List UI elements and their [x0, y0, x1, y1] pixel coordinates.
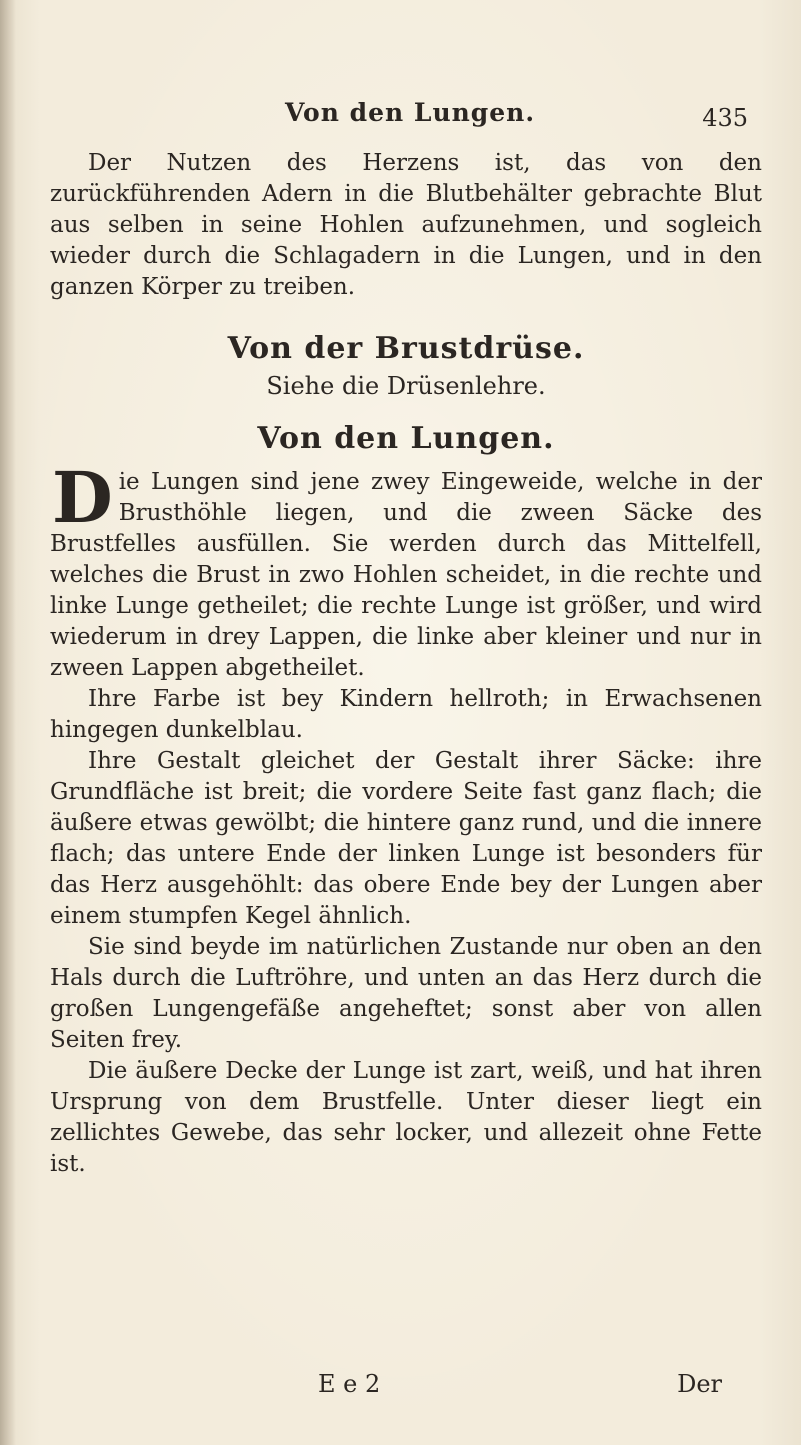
- page-gutter: [0, 0, 16, 1445]
- page-body: [50, 148, 762, 1180]
- lungs-first-paragraph: [50, 456, 762, 684]
- catchword: Der: [677, 1370, 722, 1398]
- lungs-attachment-paragraph: Sie sind beyde im natürlichen Zustande nur oben an den Hals durch die Luftröhre, und unten an das Herz durch die großen Lungengefäße angeheftet; sonst aber von allen Seiten frey.: [50, 934, 762, 1053]
- page-number: 435: [702, 104, 748, 132]
- cross-reference: Siehe die Drüsenlehre.: [266, 372, 546, 400]
- lungs-covering-paragraph: Die äußere Decke der Lunge ist zart, weiß, und hat ihren Ursprung von dem Brustfelle. Unter dieser liegt ein zellichtes Gewebe, das sehr locker, und allezeit ohne Fette ist.: [50, 1058, 762, 1177]
- lungs-shape-paragraph: Ihre Gestalt gleichet der Gestalt ihrer Säcke: ihre Grundfläche ist breit; die vordere Seite fast ganz flach; die äußere etwas gewölbt; die hintere ganz rund, und die innere flach; das untere Ende der linken Lunge ist besonders für das Herz ausgehöhlt: das obere Ende bey der Lungen aber einem stumpfen Kegel ähnlich.: [50, 748, 762, 929]
- page-header: [60, 98, 760, 138]
- drop-cap: D: [52, 456, 113, 539]
- page-footer: [50, 1370, 762, 1410]
- running-head: Von den Lungen.: [284, 98, 536, 127]
- lungs-color-paragraph: Ihre Farbe ist bey Kindern hellroth; in Erwachsenen hingegen dunkelblau.: [50, 686, 762, 743]
- section-heading-lungs: Von den Lungen.: [257, 421, 555, 456]
- intro-paragraph: Der Nutzen des Herzens ist, das von den zurückführenden Adern in die Blutbehälter gebrachte Blut aus selben in seine Hohlen aufzunehmen, und sogleich wieder durch die Schlagadern in die Lungen, und in den ganzen Körper zu treiben.: [50, 150, 762, 300]
- lungs-first-paragraph-text: ie Lungen sind jene zwey Eingeweide, welche in der Brusthöhle liegen, und die zween Säcke des Brustfelles ausfüllen. Sie werden durch das Mittelfell, welches die Brust in zwo Hohlen scheidet, in die rechte und linke Lunge getheilet; die rechte Lunge ist größer, und wird wiederum in drey Lappen, die linke aber kleiner und nur in zween Lappen abgetheilet.: [50, 469, 762, 681]
- section-heading-breast-gland: Von der Brustdrüse.: [227, 331, 585, 366]
- signature-mark: E e 2: [318, 1370, 381, 1398]
